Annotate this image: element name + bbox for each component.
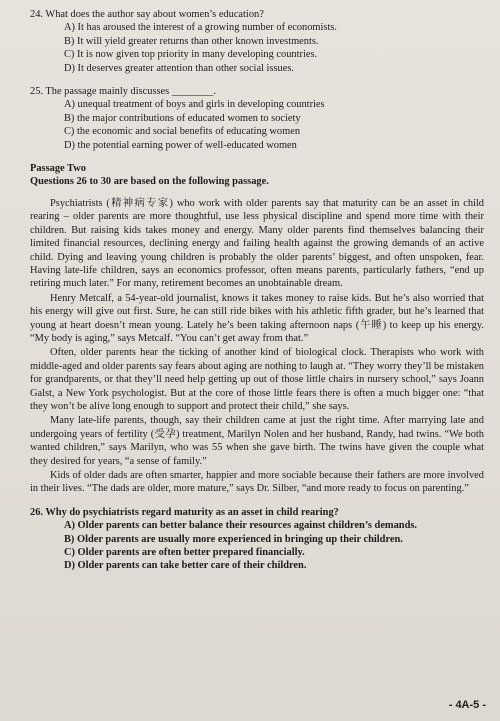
option: D) Older parents can take better care of their children. — [64, 560, 307, 572]
option: B) It will yield greater returns than other known investments. — [64, 35, 319, 47]
option: B) the major contributions of educated women to society — [64, 112, 301, 124]
option: C) It is now given top priority in many developing countries. — [64, 49, 318, 61]
section-subtitle: Questions 26 to 30 are based on the following passage. — [30, 176, 269, 188]
option: D) It deserves greater attention than other social issues. — [64, 62, 294, 74]
option-list — [64, 98, 484, 152]
question-24 — [30, 8, 484, 75]
question-26 — [30, 506, 484, 573]
option: C) Older parents are often better prepared financially. — [64, 547, 305, 559]
passage — [30, 197, 484, 496]
option: D) the potential earning power of well-educated women — [64, 139, 297, 151]
question-25 — [30, 85, 484, 152]
option-list — [64, 519, 484, 573]
passage-paragraph: Many late-life parents, though, say their children came at just the right time. After marrying late and undergoing years of fertility (受孕) treatment, Marilyn Nolen and her husband, Randy, had twins. “We both wanted children,” says Marilyn, who was 55 when she gave birth. The twins have given the couple what they desired for years, “a sense of family.” — [30, 415, 484, 467]
page-number: - 4A-5 - — [448, 698, 486, 711]
passage-paragraph: Often, older parents hear the ticking of another kind of biological clock. Therapists who work with middle-aged and older parents say fears about aging are nothing to laugh at. “They worry they’ll be mistaken for grandparents, or that they’ll need help getting up out of those little chairs in nursery school,” says Joann Galst, a New York psychologist. But at the core of those little fears there is often a much bigger one: “that they won’t be alive long enough to support and protect their child,” she says. — [30, 347, 484, 412]
question-stem: 26. Why do psychiatrists regard maturity as an asset in child rearing? — [30, 506, 339, 518]
question-stem: 24. What does the author say about women’s education? — [30, 9, 264, 20]
option: B) Older parents are usually more experienced in bringing up their children. — [64, 533, 403, 545]
question-stem: 25. The passage mainly discusses ________. — [30, 86, 216, 98]
section-title: Passage Two — [30, 163, 86, 175]
passage-paragraph: Kids of older dads are often smarter, happier and more sociable because their fathers are more involved in their lives. “The dads are older, more mature,” says Dr. Silber, “and more ready to focus on parenting.” — [30, 470, 484, 495]
option: A) It has aroused the interest of a growing number of economists. — [64, 22, 337, 34]
passage-paragraph: Henry Metcalf, a 54-year-old journalist, knows it takes money to raise kids. But he’s also worried that his energy will give out first. Sure, he can still ride bikes with his athletic fifth grader, but he’s learned that young at heart doesn’t mean young. Lately he’s been taking afternoon naps (午睡) to keep up his energy. “My body is aging,” says Metcalf. “You can’t get away from that.” — [30, 292, 484, 344]
option: A) Older parents can better balance their resources against children’s demands. — [64, 520, 417, 532]
option: C) the economic and social benefits of educating women — [64, 126, 301, 138]
option-list — [64, 21, 484, 75]
option: A) unequal treatment of boys and girls in developing countries — [64, 99, 325, 111]
passage-paragraph: Psychiatrists (精神病专家) who work with older parents say that maturity can be an asset in child rearing – older parents are more thoughtful, use less physical discipline and spend more time with their children. But raising kids takes money and energy. Many older parents find themselves balancing their limited financial resources, declining energy and failing health against the growing demands of an active child. Dying and leaving young children is probably the older parents’ biggest, and often unspoken, fear. Having late-life children, says an economics professor, often means parents, particularly fathers, “end up retiring much later.” For many, retirement becomes an unobtainable dream. — [30, 197, 484, 290]
